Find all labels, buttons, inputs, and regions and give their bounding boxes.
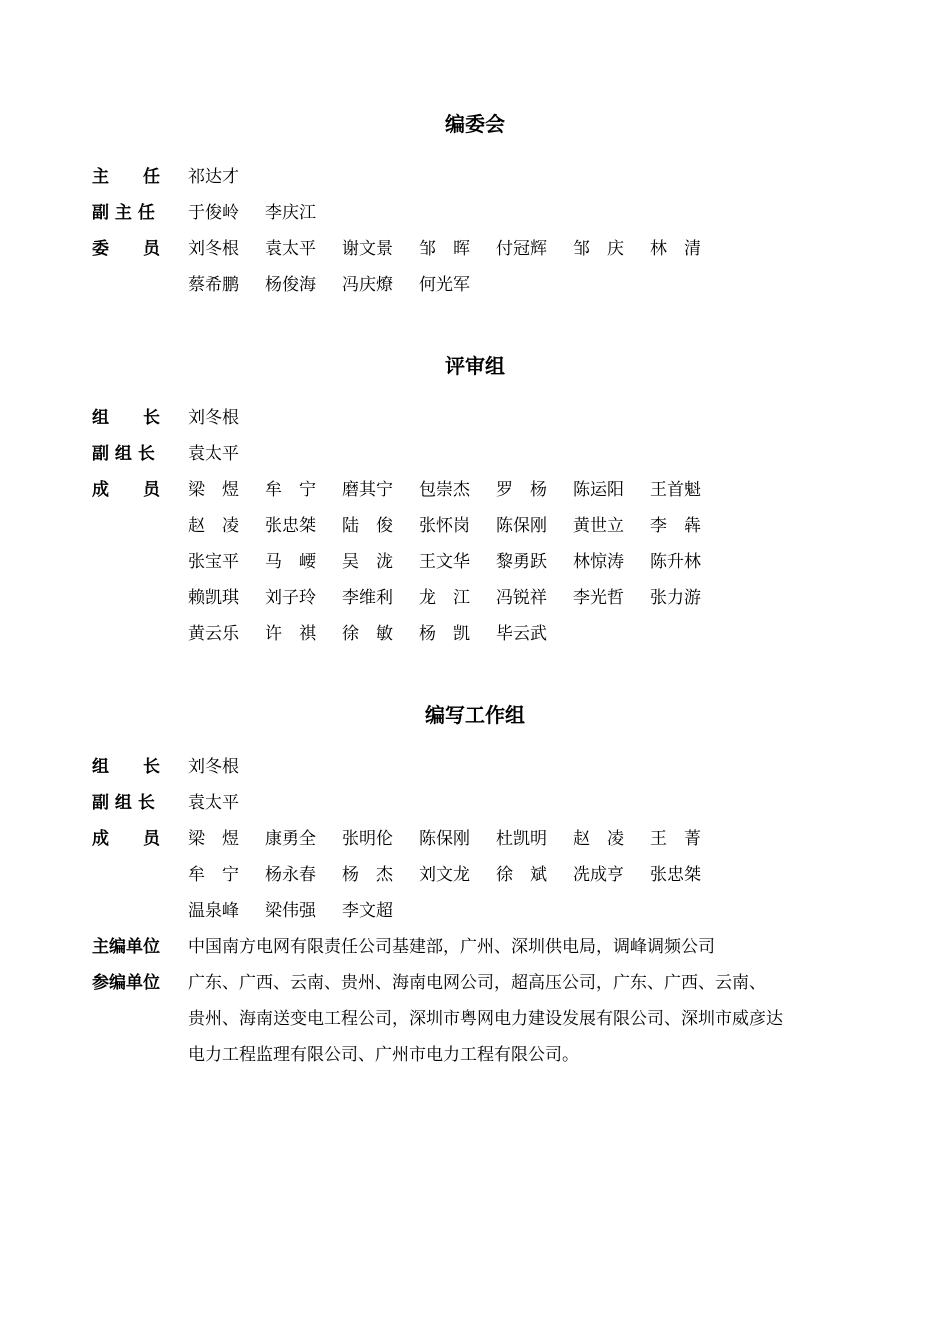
writing-vice-leader-row	[92, 782, 265, 818]
member-name: 杨永春	[265, 864, 316, 885]
editorial-director-row	[92, 156, 265, 192]
member-name: 冼成亨	[573, 864, 624, 885]
member-name: 陈保刚	[496, 515, 547, 536]
review-leader-row	[92, 397, 265, 433]
co-units-text: 电力工程监理有限公司、广州市电力工程有限公司。	[188, 1044, 579, 1065]
member-name: 吴 泷	[342, 551, 393, 572]
member-name: 徐 斌	[496, 864, 547, 885]
member-name: 邹 庆	[573, 238, 624, 259]
review-group-title: 评审组	[445, 354, 505, 378]
member-name: 杨 凯	[419, 623, 470, 644]
editorial-members-label: 委 员	[92, 238, 160, 259]
writing-group-title: 编写工作组	[425, 703, 525, 727]
member-name: 张宝平	[188, 551, 239, 572]
review-vice-leader-label: 副 组 长	[92, 443, 155, 464]
member-name: 李光哲	[573, 587, 624, 608]
member-name: 张怀岗	[419, 515, 470, 536]
review-vice-leader-name: 袁太平	[188, 443, 239, 464]
editorial-vice-director-name: 李庆江	[265, 202, 316, 223]
editorial-director-name: 祁达才	[188, 166, 239, 187]
member-name: 袁太平	[265, 238, 316, 259]
member-name: 蔡希鹏	[188, 274, 239, 295]
review-members-row	[92, 541, 727, 577]
member-name: 赵 凌	[188, 515, 239, 536]
member-name: 黄云乐	[188, 623, 239, 644]
member-name: 冯锐祥	[496, 587, 547, 608]
review-members-row	[92, 577, 727, 613]
chief-unit-label: 主编单位	[92, 936, 160, 957]
member-name: 张忠桀	[265, 515, 316, 536]
member-name: 李 犇	[650, 515, 701, 536]
member-name: 杜凯明	[496, 828, 547, 849]
writing-leader-row	[92, 746, 265, 782]
member-name: 罗 杨	[496, 479, 547, 500]
member-name: 邹 晖	[419, 238, 470, 259]
member-name: 谢文景	[342, 238, 393, 259]
writing-vice-leader-name: 袁太平	[188, 792, 239, 813]
member-name: 王首魁	[650, 479, 701, 500]
review-vice-leader-row	[92, 433, 265, 469]
member-name: 陈升林	[650, 551, 701, 572]
member-name: 李文超	[342, 900, 393, 921]
review-leader-label: 组 长	[92, 407, 160, 428]
editorial-vice-director-row	[92, 192, 342, 228]
writing-leader-label: 组 长	[92, 756, 160, 777]
member-name: 康勇全	[265, 828, 316, 849]
writing-members-row	[92, 890, 419, 926]
review-members-label: 成 员	[92, 479, 160, 500]
editorial-members-row	[92, 264, 496, 300]
member-name: 张忠桀	[650, 864, 701, 885]
member-name: 刘文龙	[419, 864, 470, 885]
member-name: 陈保刚	[419, 828, 470, 849]
member-name: 牟 宁	[265, 479, 316, 500]
review-members-row	[92, 613, 573, 649]
member-name: 杨 杰	[342, 864, 393, 885]
co-units-label: 参编单位	[92, 972, 160, 993]
co-units-text: 贵州、海南送变电工程公司，深圳市粤网电力建设发展有限公司、深圳市威彦达	[188, 1008, 783, 1029]
member-name: 梁 煜	[188, 828, 239, 849]
member-name: 张力游	[650, 587, 701, 608]
member-name: 陆 俊	[342, 515, 393, 536]
writing-members-row	[92, 818, 727, 854]
member-name: 梁伟强	[265, 900, 316, 921]
writing-members-row	[92, 854, 727, 890]
writing-vice-leader-label: 副 组 长	[92, 792, 155, 813]
member-name: 张明伦	[342, 828, 393, 849]
chief-unit-row	[92, 926, 715, 962]
editorial-committee-title: 编委会	[445, 112, 505, 136]
review-members-row	[92, 469, 727, 505]
member-name: 温泉峰	[188, 900, 239, 921]
member-name: 赖凯琪	[188, 587, 239, 608]
member-name: 刘子玲	[265, 587, 316, 608]
review-members-row	[92, 505, 727, 541]
member-name: 刘冬根	[188, 238, 239, 259]
member-name: 李维利	[342, 587, 393, 608]
writing-members-label: 成 员	[92, 828, 160, 849]
member-name: 王 菁	[650, 828, 701, 849]
member-name: 何光军	[419, 274, 470, 295]
member-name: 许 祺	[265, 623, 316, 644]
writing-leader-name: 刘冬根	[188, 756, 239, 777]
member-name: 冯庆燎	[342, 274, 393, 295]
member-name: 林惊涛	[573, 551, 624, 572]
editorial-members-row	[92, 228, 727, 264]
member-name: 付冠辉	[496, 238, 547, 259]
member-name: 梁 煜	[188, 479, 239, 500]
member-name: 磨其宁	[342, 479, 393, 500]
member-name: 毕云武	[496, 623, 547, 644]
member-name: 黄世立	[573, 515, 624, 536]
review-leader-name: 刘冬根	[188, 407, 239, 428]
member-name: 杨俊海	[265, 274, 316, 295]
member-name: 徐 敏	[342, 623, 393, 644]
co-units-row	[92, 998, 783, 1034]
member-name: 林 清	[650, 238, 701, 259]
member-name: 王文华	[419, 551, 470, 572]
co-units-row	[92, 962, 766, 998]
co-units-row	[92, 1034, 579, 1070]
editorial-vice-director-label: 副 主 任	[92, 202, 155, 223]
member-name: 牟 宁	[188, 864, 239, 885]
member-name: 陈运阳	[573, 479, 624, 500]
chief-unit-text: 中国南方电网有限责任公司基建部，广州、深圳供电局，调峰调频公司	[188, 936, 715, 957]
member-name: 赵 凌	[573, 828, 624, 849]
editorial-director-label: 主 任	[92, 166, 160, 187]
member-name: 包崇杰	[419, 479, 470, 500]
member-name: 黎勇跃	[496, 551, 547, 572]
editorial-vice-director-name: 于俊岭	[188, 202, 239, 223]
co-units-text: 广东、广西、云南、贵州、海南电网公司，超高压公司，广东、广西、云南、	[188, 972, 766, 993]
member-name: 马 崾	[265, 551, 316, 572]
member-name: 龙 江	[419, 587, 470, 608]
